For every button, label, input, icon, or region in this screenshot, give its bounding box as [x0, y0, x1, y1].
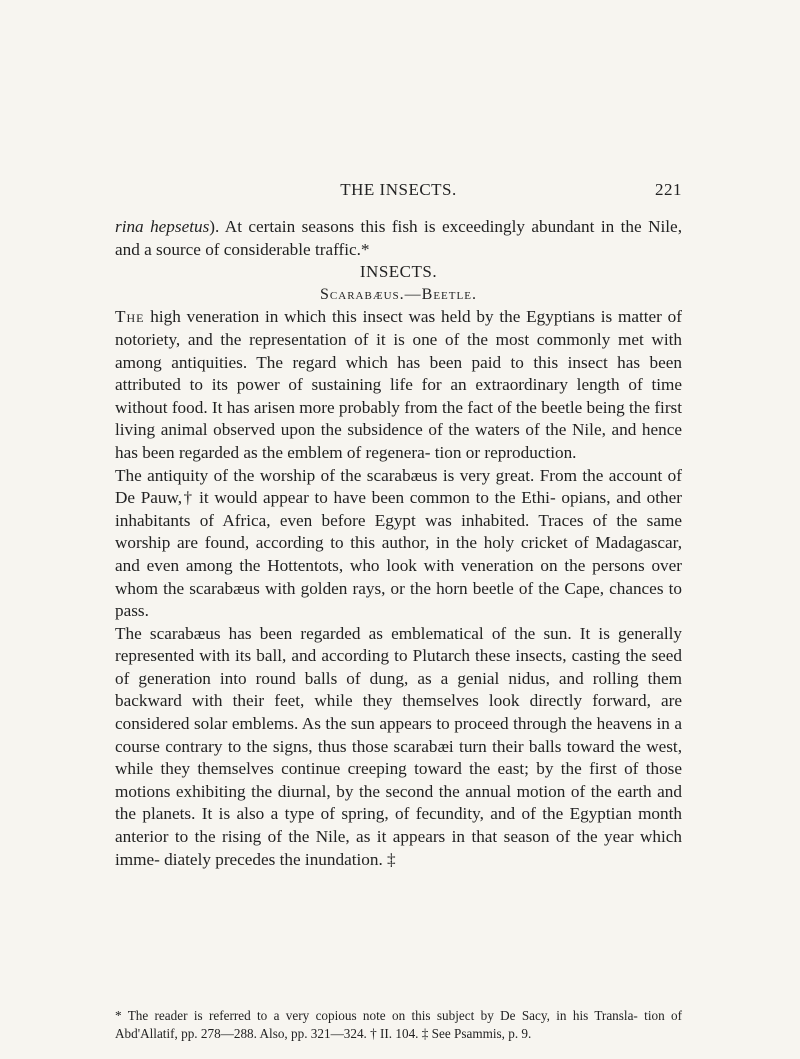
- body-text: [115, 216, 682, 871]
- running-head-title: THE INSECTS.: [340, 180, 457, 199]
- footnote-text: * The reader is referred to a very copious note on this subject by De Sacy, in his Transla- tion of Abd'Allatif, pp. 278—288. Also, pp. 321—324. † II. 104. ‡ See Psammis, p. 9.: [115, 1008, 682, 1041]
- page-number: 221: [655, 180, 682, 199]
- section-subheading: Scarabæus.—Beetle.: [320, 285, 477, 303]
- paragraph-3: The scarabæus has been regarded as emblematical of the sun. It is generally represented with its ball, and according to Plutarch these insects, casting the seed of generation into round balls of dung, as a genial nidus, and rolling them backward with their feet, while they themselves look directly forward, are considered solar emblems. As the sun appears to proceed through the heavens in a course contrary to the signs, thus those scarabæi turn their balls toward the west, while they themselves continue creeping toward the east; by the first of those motions exhibiting the diurnal, by the second the annual motion of the earth and the planets. It is also a type of spring, of fecundity, and of the Egyptian month anterior to the rising of the Nile, as it appears in that season of the year which imme- diately precedes the inundation. ‡: [115, 623, 682, 869]
- opening-text: ). At certain seasons this fish is exceedingly abundant in the Nile, and a source of considerable traffic.*: [115, 217, 682, 259]
- paragraph-2: The antiquity of the worship of the scarabæus is very great. From the account of De Pauw,† it would appear to have been common to the Ethi- opians, and other inhabitants of Africa, even before Egypt was inhabited. Traces of the same worship are found, according to this author, in the holy cricket of Madagascar, and even among the Hottentots, who look with veneration on the persons over whom the scarabæus with golden rays, or the horn beetle of the Cape, chances to pass.: [115, 465, 682, 621]
- paragraph-1: [115, 306, 682, 464]
- running-head: [115, 180, 682, 202]
- section-heading: INSECTS.: [359, 262, 438, 282]
- opening-paragraph: [115, 216, 682, 261]
- paragraph-1-lead: The: [115, 307, 145, 327]
- opening-italic: rina hepsetus: [115, 217, 210, 236]
- footnote: [115, 1007, 682, 1043]
- paragraph-1-text: high veneration in which this insect was held by the Egyptians is matter of notoriety, and the representation of it is one of the most commonly met with among antiquities. The regard which has been paid to this insect has been attributed to its power of sustaining life for an extraordinary length of time without food. It has arisen more probably from the fact of the beetle being the first living animal observed upon the subsidence of the waters of the Nile, and hence has been regarded as the emblem of regenera- tion or reproduction.: [115, 307, 683, 462]
